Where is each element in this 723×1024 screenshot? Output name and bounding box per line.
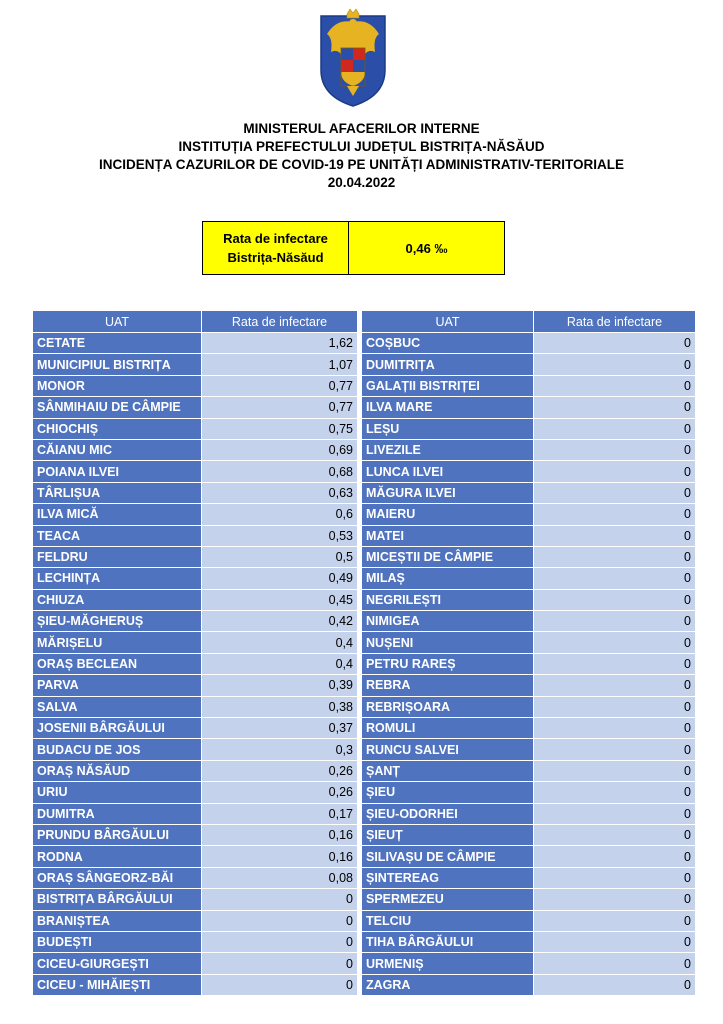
table-row (33, 782, 358, 803)
uat-name: MICEȘTII DE CÂMPIE (362, 546, 534, 567)
infection-rate: 0 (202, 889, 358, 910)
table-row (362, 333, 696, 354)
table-row (362, 782, 696, 803)
uat-name: RUNCU SALVEI (362, 739, 534, 760)
infection-rate: 0 (534, 653, 696, 674)
institution-title: INSTITUȚIA PREFECTULUI JUDEȚUL BISTRIȚA-NĂSĂUD (178, 139, 545, 154)
table-row (33, 910, 358, 931)
report-date: 20.04.2022 (327, 175, 396, 190)
infection-rate: 0,69 (202, 439, 358, 460)
infection-rate: 0,4 (202, 653, 358, 674)
uat-name: GALAȚII BISTRIȚEI (362, 375, 534, 396)
table-row (33, 611, 358, 632)
table-row (33, 546, 358, 567)
infection-rate: 0 (534, 546, 696, 567)
table-row (362, 718, 696, 739)
uat-name: ORAȘ BECLEAN (33, 653, 202, 674)
infection-rate: 0,17 (202, 803, 358, 824)
county-rate-value: 0,46 ‰ (405, 240, 448, 256)
table-row (33, 846, 358, 867)
uat-name: URIU (33, 782, 202, 803)
uat-name: CHIUZA (33, 589, 202, 610)
table-row (33, 632, 358, 653)
uat-name: JOSENII BÂRGĂULUI (33, 718, 202, 739)
uat-name: POIANA ILVEI (33, 461, 202, 482)
infection-rate: 0 (534, 525, 696, 546)
table-row (33, 504, 358, 525)
table-row (33, 718, 358, 739)
uat-name: PRUNDU BÂRGĂULUI (33, 824, 202, 845)
uat-name: CĂIANU MIC (33, 439, 202, 460)
uat-name: NUȘENI (362, 632, 534, 653)
uat-name: ILVA MARE (362, 397, 534, 418)
uat-name: ZAGRA (362, 974, 534, 995)
uat-name: FELDRU (33, 546, 202, 567)
table-row (33, 482, 358, 503)
infection-rate: 0 (534, 397, 696, 418)
table-row (362, 375, 696, 396)
uat-name: CICEU - MIHĂIEȘTI (33, 974, 202, 995)
infection-rate: 0 (534, 482, 696, 503)
infection-rate: 0 (534, 760, 696, 781)
infection-rate: 0 (202, 931, 358, 952)
infection-rate: 0,42 (202, 611, 358, 632)
infection-rate: 0,26 (202, 760, 358, 781)
infection-rate: 0,53 (202, 525, 358, 546)
uat-name: MĂGURA ILVEI (362, 482, 534, 503)
uat-name: CETATE (33, 333, 202, 354)
uat-name: SALVA (33, 696, 202, 717)
column-header-uat: UAT (33, 311, 202, 333)
uat-name: BUDEȘTI (33, 931, 202, 952)
infection-rate: 0,4 (202, 632, 358, 653)
infection-rate: 0 (534, 931, 696, 952)
infection-rate: 0 (534, 418, 696, 439)
infection-rate: 0 (534, 889, 696, 910)
uat-name: LIVEZILE (362, 439, 534, 460)
county-rate-label-line2: Bistrița-Năsăud (227, 250, 324, 265)
table-row (33, 931, 358, 952)
infection-rate: 0 (534, 867, 696, 888)
infection-rate: 0,26 (202, 782, 358, 803)
infection-rate: 0 (534, 846, 696, 867)
infection-rate: 0,38 (202, 696, 358, 717)
infection-rate: 0 (534, 632, 696, 653)
infection-rate: 0 (202, 974, 358, 995)
infection-rate: 0,16 (202, 846, 358, 867)
table-row (362, 675, 696, 696)
table-row (362, 953, 696, 974)
report-title: INCIDENȚA CAZURILOR DE COVID-19 PE UNITĂȚI ADMINISTRATIV-TERITORIALE (98, 157, 624, 172)
table-row (362, 354, 696, 375)
infection-rate: 0,63 (202, 482, 358, 503)
infection-rate: 0 (534, 782, 696, 803)
uat-name: SPERMEZEU (362, 889, 534, 910)
uat-name: PARVA (33, 675, 202, 696)
table-row (33, 739, 358, 760)
uat-name: TELCIU (362, 910, 534, 931)
uat-name: LUNCA ILVEI (362, 461, 534, 482)
uat-name: PETRU RAREȘ (362, 653, 534, 674)
infection-rate: 0 (534, 696, 696, 717)
uat-name: BISTRIȚA BÂRGĂULUI (33, 889, 202, 910)
uat-name: MONOR (33, 375, 202, 396)
infection-rate: 0 (202, 910, 358, 931)
infection-rate: 0,08 (202, 867, 358, 888)
table-row (33, 824, 358, 845)
table-row (362, 889, 696, 910)
table-header-row (362, 311, 696, 333)
infection-rate: 0 (534, 675, 696, 696)
infection-rate: 0,45 (202, 589, 358, 610)
table-row (33, 953, 358, 974)
uat-name: SÂNMIHAIU DE CÂMPIE (33, 397, 202, 418)
uat-name: BRANIȘTEA (33, 910, 202, 931)
infection-rate: 0,68 (202, 461, 358, 482)
table-row (33, 375, 358, 396)
infection-rate: 0 (202, 953, 358, 974)
county-rate-box (202, 221, 505, 275)
uat-name: MILAȘ (362, 568, 534, 589)
uat-name: ȘIEU-MĂGHERUȘ (33, 611, 202, 632)
infection-rate: 0 (534, 375, 696, 396)
table-row (33, 589, 358, 610)
table-row (362, 589, 696, 610)
table-row (362, 846, 696, 867)
table-row (33, 760, 358, 781)
infection-rate: 0,77 (202, 375, 358, 396)
infection-rate: 0 (534, 439, 696, 460)
table-row (33, 653, 358, 674)
table-row (33, 696, 358, 717)
table-row (362, 397, 696, 418)
table-row (33, 867, 358, 888)
infection-rate: 0,6 (202, 504, 358, 525)
table-row (362, 568, 696, 589)
uat-name: TEACA (33, 525, 202, 546)
table-row (33, 568, 358, 589)
uat-name: ȘIEU (362, 782, 534, 803)
table-row (33, 333, 358, 354)
uat-name: LEȘU (362, 418, 534, 439)
table-row (362, 653, 696, 674)
table-row (362, 611, 696, 632)
table-row (362, 418, 696, 439)
infection-rate: 0 (534, 953, 696, 974)
infection-rate: 0,49 (202, 568, 358, 589)
uat-name: URMENIȘ (362, 953, 534, 974)
uat-name: MĂRIȘELU (33, 632, 202, 653)
uat-name: MATEI (362, 525, 534, 546)
uat-name: CICEU-GIURGEȘTI (33, 953, 202, 974)
incidence-tables (32, 310, 694, 996)
table-row (33, 525, 358, 546)
uat-name: NEGRILEȘTI (362, 589, 534, 610)
uat-name: DUMITRA (33, 803, 202, 824)
uat-name: DUMITRIȚA (362, 354, 534, 375)
infection-rate: 0 (534, 910, 696, 931)
uat-name: ȘIEU-ODORHEI (362, 803, 534, 824)
uat-name: NIMIGEA (362, 611, 534, 632)
infection-rate: 0 (534, 461, 696, 482)
table-row (362, 632, 696, 653)
infection-rate: 0,39 (202, 675, 358, 696)
uat-name: BUDACU DE JOS (33, 739, 202, 760)
uat-name: CHIOCHIȘ (33, 418, 202, 439)
infection-rate: 0 (534, 739, 696, 760)
uat-name: ȘINTEREAG (362, 867, 534, 888)
table-row (33, 675, 358, 696)
infection-rate: 0,37 (202, 718, 358, 739)
table-row (33, 397, 358, 418)
county-rate-label (203, 222, 349, 274)
table-row (362, 931, 696, 952)
document-heading (0, 120, 723, 192)
table-row (362, 525, 696, 546)
table-row (33, 461, 358, 482)
infection-rate: 0 (534, 611, 696, 632)
column-header-rate: Rata de infectare (534, 311, 696, 333)
table-row (33, 439, 358, 460)
column-header-uat: UAT (362, 311, 534, 333)
infection-rate: 0,16 (202, 824, 358, 845)
uat-name: MAIERU (362, 504, 534, 525)
infection-rate: 0 (534, 568, 696, 589)
infection-rate: 0 (534, 504, 696, 525)
table-row (362, 504, 696, 525)
uat-name: REBRIȘOARA (362, 696, 534, 717)
table-header-row (33, 311, 358, 333)
ministry-title: MINISTERUL AFACERILOR INTERNE (243, 121, 480, 136)
uat-name: ȘIEUȚ (362, 824, 534, 845)
infection-rate: 0 (534, 803, 696, 824)
infection-rate: 0 (534, 354, 696, 375)
infection-rate: 0,77 (202, 397, 358, 418)
table-row (362, 461, 696, 482)
column-header-rate: Rata de infectare (202, 311, 358, 333)
infection-rate: 0 (534, 718, 696, 739)
uat-name: ILVA MICĂ (33, 504, 202, 525)
table-row (362, 910, 696, 931)
coat-of-arms-logo (317, 8, 389, 108)
infection-rate: 0 (534, 333, 696, 354)
infection-rate: 0,75 (202, 418, 358, 439)
uat-name: ROMULI (362, 718, 534, 739)
uat-name: ORAȘ SÂNGEORZ-BĂI (33, 867, 202, 888)
table-row (362, 739, 696, 760)
uat-name: ORAȘ NĂSĂUD (33, 760, 202, 781)
table-row (33, 803, 358, 824)
table-row (362, 760, 696, 781)
table-row (33, 889, 358, 910)
incidence-table-right (361, 310, 696, 996)
uat-name: RODNA (33, 846, 202, 867)
table-row (362, 974, 696, 995)
uat-name: MUNICIPIUL BISTRIȚA (33, 354, 202, 375)
infection-rate: 0 (534, 824, 696, 845)
uat-name: TÂRLIȘUA (33, 482, 202, 503)
table-row (362, 439, 696, 460)
infection-rate: 0,5 (202, 546, 358, 567)
table-row (33, 974, 358, 995)
county-rate-label-line1: Rata de infectare (223, 231, 328, 246)
infection-rate: 0 (534, 974, 696, 995)
table-row (362, 696, 696, 717)
infection-rate: 1,07 (202, 354, 358, 375)
uat-name: REBRA (362, 675, 534, 696)
table-row (362, 803, 696, 824)
table-row (33, 418, 358, 439)
table-row (362, 867, 696, 888)
uat-name: COȘBUC (362, 333, 534, 354)
uat-name: ȘANȚ (362, 760, 534, 781)
incidence-table-left (32, 310, 358, 996)
table-row (362, 824, 696, 845)
table-row (362, 546, 696, 567)
uat-name: LECHINȚA (33, 568, 202, 589)
infection-rate: 0,3 (202, 739, 358, 760)
uat-name: SILIVAȘU DE CÂMPIE (362, 846, 534, 867)
table-row (33, 354, 358, 375)
uat-name: TIHA BÂRGĂULUI (362, 931, 534, 952)
infection-rate: 0 (534, 589, 696, 610)
table-row (362, 482, 696, 503)
infection-rate: 1,62 (202, 333, 358, 354)
